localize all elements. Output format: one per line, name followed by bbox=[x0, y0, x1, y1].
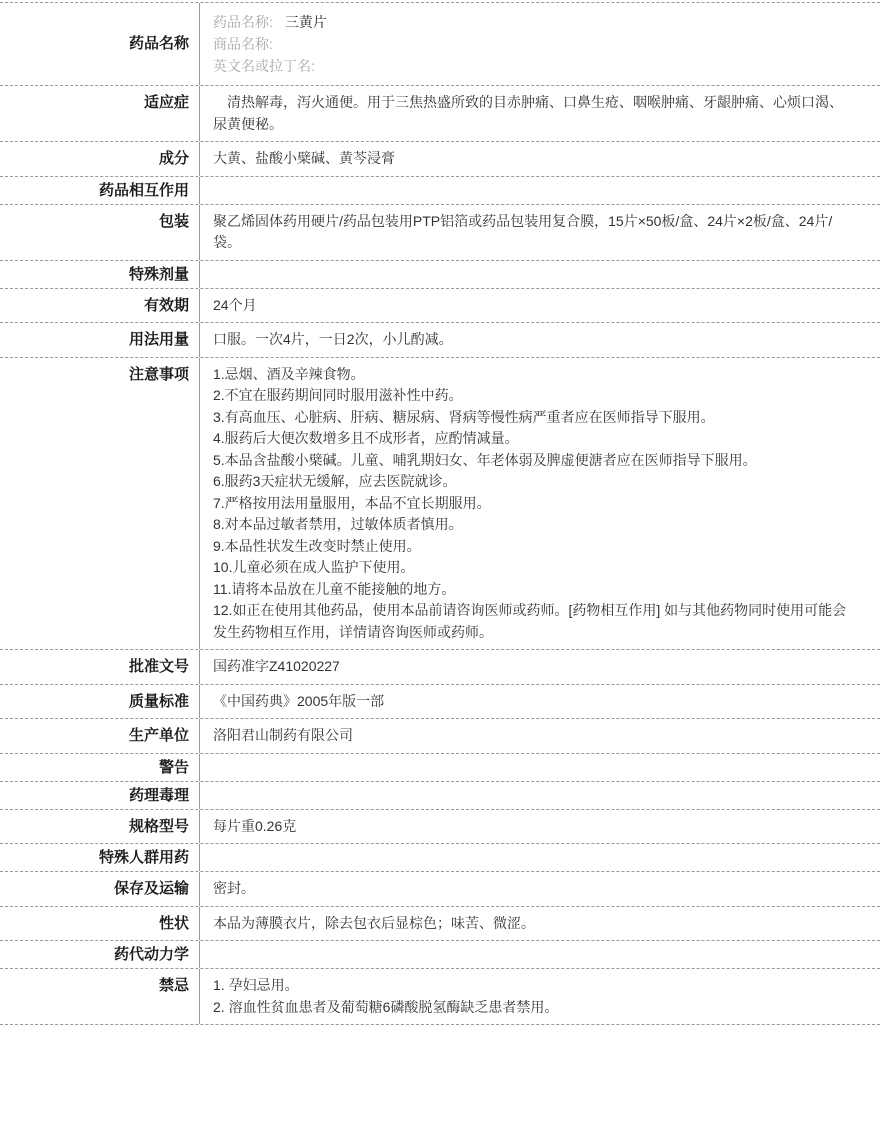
table-row bbox=[0, 86, 880, 142]
row-label-text: 药品名称 bbox=[128, 35, 189, 52]
row-label: 规格型号 bbox=[0, 810, 200, 844]
name-field-line bbox=[213, 55, 854, 77]
row-label: 有效期 bbox=[0, 289, 200, 323]
value-line: 2. 溶血性贫血患者及葡萄糖6磷酸脱氢酶缺乏患者禁用。 bbox=[213, 998, 559, 1015]
value-line: 国药准字Z41020227 bbox=[213, 658, 340, 674]
value-line: 24个月 bbox=[213, 296, 257, 313]
table-row bbox=[0, 872, 880, 907]
value-line: 聚乙烯固体药用硬片/药品包装用PTP铝箔或药品包装用复合膜，15片×50板/盒、24片×2板/盒、24片/袋。 bbox=[213, 212, 833, 250]
row-value bbox=[200, 205, 880, 260]
name-field-line bbox=[213, 11, 854, 33]
row-label: 注意事项 bbox=[0, 358, 200, 650]
row-label: 性状 bbox=[0, 907, 200, 941]
row-label: 警告 bbox=[0, 754, 200, 781]
drug-detail-page bbox=[0, 2, 880, 1122]
value-line: 清热解毒，泻火通便。用于三焦热盛所致的目赤肿痛、口鼻生疮、咽喉肿痛、牙龈肿痛、心烦口渴、尿黄便秘。 bbox=[213, 94, 843, 132]
value-line: 11.请将本品放在儿童不能接触的地方。 bbox=[213, 580, 456, 597]
value-line: 口服。一次4片，一日2次，小儿酌减。 bbox=[213, 331, 453, 347]
row-value bbox=[200, 142, 880, 176]
row-value bbox=[200, 782, 880, 809]
row-label: 用法用量 bbox=[0, 323, 200, 357]
row-label: 成分 bbox=[0, 142, 200, 176]
row-value bbox=[200, 969, 880, 1024]
row-value bbox=[200, 685, 880, 719]
table-row bbox=[0, 907, 880, 942]
table-row bbox=[0, 261, 880, 289]
value-line: 3.有高血压、心脏病、肝病、糖尿病、肾病等慢性病严重者应在医师指导下服用。 bbox=[213, 408, 715, 425]
value-line: 每片重0.26克 bbox=[213, 817, 297, 834]
row-value bbox=[200, 872, 880, 906]
row-value bbox=[200, 650, 880, 684]
row-value bbox=[200, 941, 880, 968]
value-line: 8.对本品过敏者禁用，过敏体质者慎用。 bbox=[213, 516, 463, 532]
row-value bbox=[200, 261, 880, 288]
table-row-drug-name bbox=[0, 3, 880, 86]
drug-info-table bbox=[0, 2, 880, 1025]
table-row bbox=[0, 358, 880, 651]
row-value bbox=[200, 323, 880, 357]
table-row bbox=[0, 969, 880, 1025]
value-line: 6.服药3天症状无缓解，应去医院就诊。 bbox=[213, 473, 457, 489]
row-label: 保存及运输 bbox=[0, 872, 200, 906]
row-value bbox=[200, 844, 880, 871]
field-label: 商品名称: bbox=[213, 36, 273, 52]
table-row bbox=[0, 844, 880, 872]
value-line: 洛阳君山制药有限公司 bbox=[213, 727, 353, 743]
table-row bbox=[0, 719, 880, 754]
value-line: 《中国药典》2005年版一部 bbox=[213, 692, 385, 709]
value-line: 4.服药后大便次数增多且不成形者，应酌情减量。 bbox=[213, 430, 519, 446]
field-value: 三黄片 bbox=[284, 14, 327, 30]
row-value bbox=[200, 754, 880, 781]
row-label: 生产单位 bbox=[0, 719, 200, 753]
row-label: 药理毒理 bbox=[0, 782, 200, 809]
row-value bbox=[200, 289, 880, 323]
value-line: 7.严格按用法用量服用，本品不宜长期服用。 bbox=[213, 494, 491, 511]
value-line: 1. 孕妇忌用。 bbox=[213, 977, 299, 993]
row-label: 质量标准 bbox=[0, 685, 200, 719]
table-row bbox=[0, 205, 880, 261]
row-label: 特殊剂量 bbox=[0, 261, 200, 288]
row-value bbox=[200, 810, 880, 844]
row-label: 批准文号 bbox=[0, 650, 200, 684]
value-line: 5.本品含盐酸小檗碱。儿童、哺乳期妇女、年老体弱及脾虚便溏者应在医师指导下服用。 bbox=[213, 451, 757, 468]
value-line: 密封。 bbox=[213, 880, 255, 896]
table-row bbox=[0, 323, 880, 358]
row-label: 药品相互作用 bbox=[0, 177, 200, 204]
row-label: 药代动力学 bbox=[0, 941, 200, 968]
table-row bbox=[0, 941, 880, 969]
row-label: 禁忌 bbox=[0, 969, 200, 1024]
value-line: 9.本品性状发生改变时禁止使用。 bbox=[213, 537, 421, 554]
value-line: 12.如正在使用其他药品，使用本品前请咨询医师或药师。[药物相互作用] 如与其他药物同时使用可能会发生药物相互作用，详情请咨询医师或药师。 bbox=[213, 602, 847, 640]
table-row bbox=[0, 685, 880, 720]
row-label: 包装 bbox=[0, 205, 200, 260]
field-label: 药品名称: bbox=[213, 14, 273, 30]
table-row bbox=[0, 782, 880, 810]
value-line: 本品为薄膜衣片，除去包衣后显棕色；味苦、微涩。 bbox=[213, 914, 535, 931]
value-line: 10.儿童必须在成人监护下使用。 bbox=[213, 559, 415, 575]
name-field-line bbox=[213, 33, 854, 55]
row-value bbox=[200, 3, 880, 85]
row-value bbox=[200, 358, 880, 650]
value-line: 2.不宜在服药期间同时服用滋补性中药。 bbox=[213, 387, 463, 403]
table-row bbox=[0, 754, 880, 782]
row-label: 特殊人群用药 bbox=[0, 844, 200, 871]
value-line: 大黄、盐酸小檗碱、黄芩浸膏 bbox=[213, 150, 395, 166]
row-label bbox=[0, 3, 200, 85]
table-row bbox=[0, 289, 880, 324]
field-label: 英文名或拉丁名: bbox=[213, 58, 315, 74]
row-label: 适应症 bbox=[0, 86, 200, 141]
row-value bbox=[200, 177, 880, 204]
row-value bbox=[200, 907, 880, 941]
table-row bbox=[0, 810, 880, 845]
table-row bbox=[0, 177, 880, 205]
table-row bbox=[0, 650, 880, 685]
row-value bbox=[200, 86, 880, 141]
value-line: 1.忌烟、酒及辛辣食物。 bbox=[213, 365, 365, 382]
table-row bbox=[0, 142, 880, 177]
table-rows bbox=[0, 86, 880, 1025]
row-value bbox=[200, 719, 880, 753]
